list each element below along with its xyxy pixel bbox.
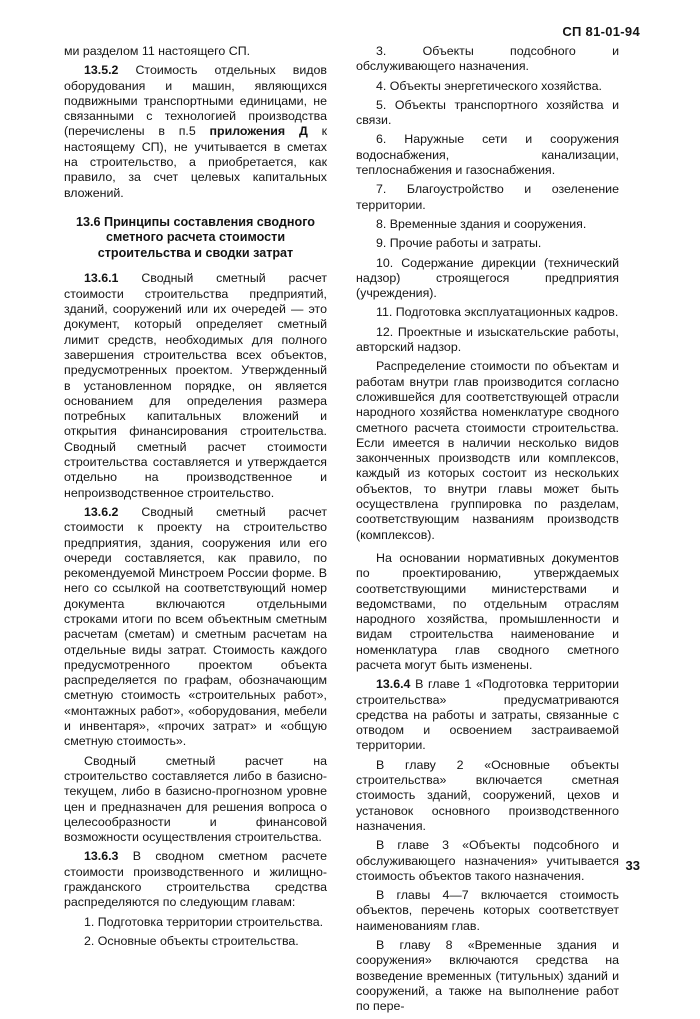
paragraph-text: В главе 1 «Подготовка территории строительства» предусматриваются средства на работы и затраты, связанные с отводом и освоением застраиваемой территории. bbox=[356, 677, 619, 753]
paragraph-text: В сводном сметном расчете стоимости производственного и жилищно-гражданского строительства средства распределяются по следующим главам: bbox=[64, 849, 327, 910]
paragraph-13-6-4 bbox=[356, 677, 619, 753]
chapter-list-item: 9. Прочие работы и затраты. bbox=[376, 236, 542, 251]
paragraph-chapter-2: В главу 2 «Основные объекты строительства» включается сметная стоимость зданий, сооружений, цехов и установок основного производственного назначения. bbox=[356, 757, 619, 833]
paragraph-distribution: Распределение стоимости по объектам и работам внутри глав производится согласно сложившейся для соответствующей отрасли народного хозяйства номенклатуре сводного сметного расчета стоимости строительства. Если имеется в наличии несколько видов законченных производств или комплексов, каждый из которых состоит из нескольких объектов, то внутри главы может быть осуществлена группировка по разделам, соответствующим названиям производств (комплексов). bbox=[356, 359, 619, 542]
left-column bbox=[64, 44, 327, 953]
paragraph-text: Стоимость отдельных видов оборудования и машин, являющихся подвижными транспортными единицами, не связанными с технологией производства (перечислены в п.5 bbox=[64, 63, 327, 139]
chapter-list-item: 1. Подготовка территории строительства. bbox=[84, 914, 324, 929]
chapter-list-item: 2. Основные объекты строительства. bbox=[84, 933, 299, 948]
paragraph-chapters-4-7: В главы 4—7 включается стоимость объектов, перечень которых соответствует наименованиям глав. bbox=[356, 888, 619, 933]
paragraph-text: Сводный сметный расчет стоимости к проекту на строительство предприятия, здания, сооружения или его очереди составляется, как правило, по рекомендуемой Минстроем России форме. В него со ссылкой на соответствующий номер документа включаются отдельными строками итоги по всем объектным сметным расчетам (сметам) и сметным расчетам на отдельные виды затрат. Стоимость каждого предусмотренного проектом объекта распределяется по графам, обозначающим сметную стоимость «строительных работ», «монтажных работ», «оборудования, мебели и инвентаря», «прочих затрат» и «общую сметную стоимость». bbox=[64, 504, 327, 749]
clause-number: 13.6.4 bbox=[376, 677, 411, 692]
appendix-reference: приложения Д bbox=[209, 124, 308, 139]
chapter-list-item: 6. Наружные сети и сооружения водоснабжения, канализации, теплоснабжения и газоснабжения. bbox=[356, 132, 619, 178]
paragraph-chapter-3: В главе 3 «Объекты подсобного и обслуживающего назначения» учитывается стоимость объектов такого назначения. bbox=[356, 838, 619, 883]
chapter-list-item: 7. Благоустройство и озеленение территории. bbox=[356, 182, 619, 212]
section-heading-13-6: 13.6 Принципы составления сводного сметного расчета стоимости строительства и сводки затрат bbox=[76, 214, 315, 260]
chapter-list-item: 11. Подготовка эксплуатационных кадров. bbox=[376, 305, 619, 320]
paragraph-text: Сводный сметный расчет стоимости строительства предприятий, зданий, сооружений или их очередей — это документ, который определяет сметный лимит средств, необходимых для полного завершения строительства всех объектов, предусмотренных проектом. Утвержденный в установленном порядке, он является основанием для определения размера потребных капитальных вложений и открытия финансирования строительства. Сводный сметный расчет стоимости строительства составляется и утверждается отдельно на производственное и непроизводственное строительство. bbox=[64, 271, 327, 500]
chapter-list-item: 4. Объекты энергетического хозяйства. bbox=[376, 78, 602, 93]
clause-number: 13.6.3 bbox=[84, 849, 119, 864]
document-code: СП 81-01-94 bbox=[562, 24, 640, 39]
clause-number: 13.5.2 bbox=[84, 63, 119, 78]
paragraph-chapter-8: В главу 8 «Временные здания и сооружения» включаются средства на возведение временных (титульных) зданий и сооружений, а также на выполнение работ по пере- bbox=[356, 938, 619, 1014]
paragraph-text: к настоящему СП), не учитывается в сметах на строительство, а приобретается, как правило, за счет целевых капитальных вложений. bbox=[64, 124, 327, 200]
paragraph-13-6-2 bbox=[64, 505, 327, 750]
right-column bbox=[356, 44, 619, 1019]
paragraph-13-5-2 bbox=[64, 63, 327, 201]
paragraph-continuation: ми разделом 11 настоящего СП. bbox=[64, 44, 251, 58]
chapter-list-item: 3. Объекты подсобного и обслуживающего назначения. bbox=[356, 44, 619, 74]
paragraph-normative: На основании нормативных документов по проектированию, утверждаемых соответствующими министерствами и ведомствами, по отдельным отраслям народного хозяйства, промышленности и видам строительства наименование и номенклатура глав сводного сметного расчета могут быть изменены. bbox=[356, 550, 619, 672]
chapter-list-item: 10. Содержание дирекции (технический надзор) строящегося предприятия (учреждения). bbox=[356, 255, 619, 301]
chapter-list-item: 12. Проектные и изыскательские работы, авторский надзор. bbox=[356, 324, 619, 355]
clause-number: 13.6.2 bbox=[84, 504, 119, 519]
chapter-list-item: 5. Объекты транспортного хозяйства и связи. bbox=[356, 97, 619, 128]
paragraph-13-6-1 bbox=[64, 271, 327, 500]
paragraph-summary: Сводный сметный расчет на строительство составляется либо в базисно-текущем, либо в базисно-прогнозном уровне цен и предназначен для решения вопроса о целесообразности и финансовой возможности осуществления строительства. bbox=[64, 753, 327, 845]
paragraph-13-6-3 bbox=[64, 849, 327, 910]
clause-number: 13.6.1 bbox=[84, 271, 119, 286]
page-number: 33 bbox=[625, 858, 640, 873]
chapter-list-item: 8. Временные здания и сооружения. bbox=[376, 216, 587, 231]
